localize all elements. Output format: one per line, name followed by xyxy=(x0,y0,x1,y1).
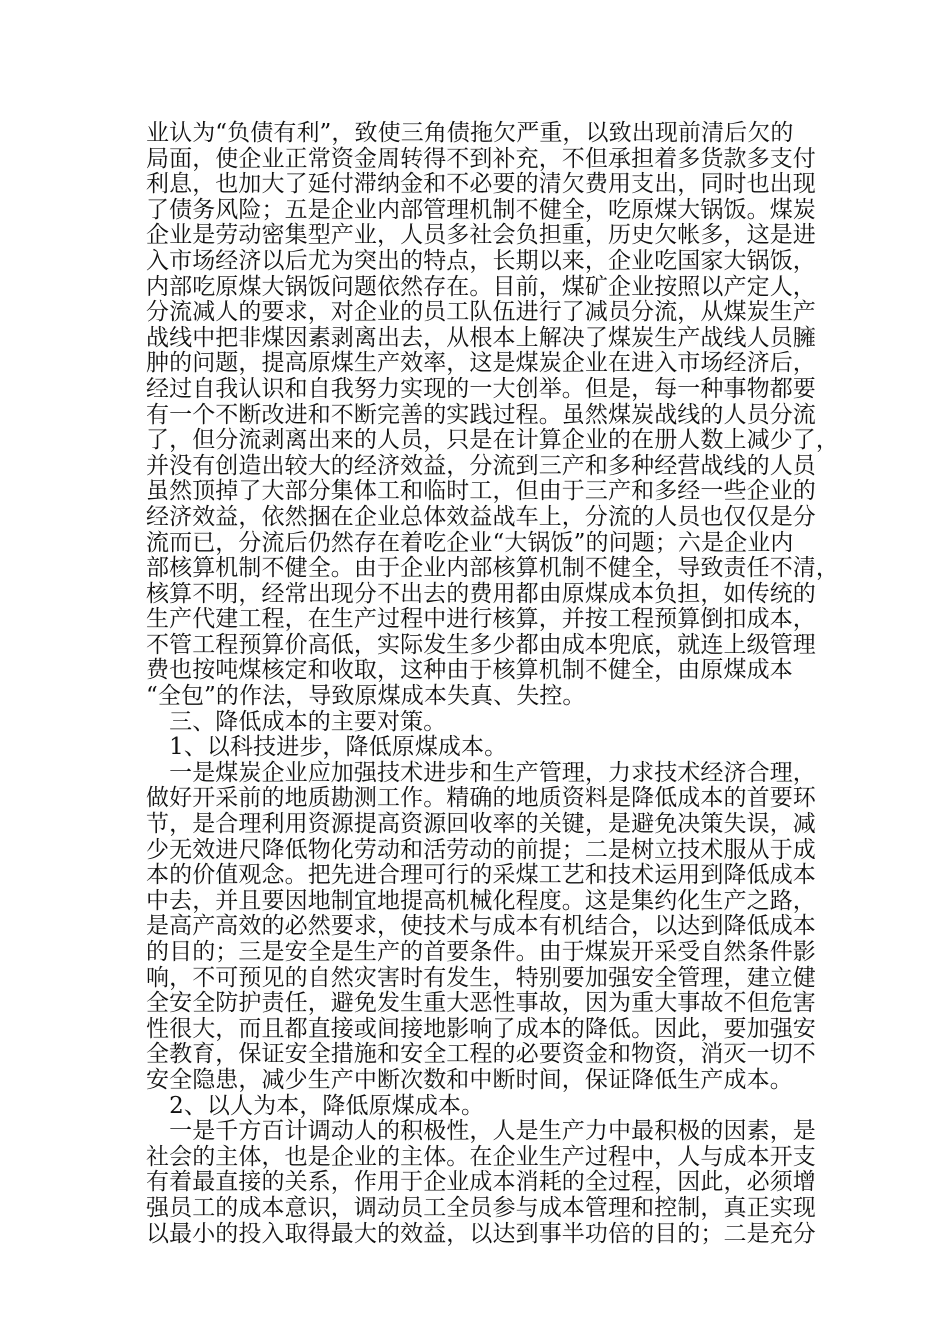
text-line: 少无效进尺降低物化劳动和活劳动的前提；二是树立技术服从于成 xyxy=(146,836,816,863)
text-line: 肿的问题，提高原煤生产效率，这是煤炭企业在进入市场经济后， xyxy=(146,350,816,377)
text-line: 以最小的投入取得最大的效益，以达到事半功倍的目的；二是充分 xyxy=(146,1220,816,1247)
text-line: 部核算机制不健全。由于企业内部核算机制不健全，导致责任不清， xyxy=(146,555,839,582)
text-line: 安全隐患，减少生产中断次数和中断时间，保证降低生产成本。 xyxy=(146,1066,793,1093)
text-line: 了债务风险；五是企业内部管理机制不健全，吃原煤大锅饭。煤炭 xyxy=(146,196,816,223)
text-line: 局面，使企业正常资金周转得不到补充，不但承担着多货款多支付 xyxy=(146,145,816,172)
text-line: 战线中把非煤因素剥离出去，从根本上解决了煤炭生产战线人员臃 xyxy=(146,324,816,351)
body-text xyxy=(146,120,839,1247)
text-line: 社会的主体，也是企业的主体。在企业生产过程中，人与成本开支 xyxy=(146,1143,816,1170)
text-line: 入市场经济以后尤为突出的特点，长期以来，企业吃国家大锅饭， xyxy=(146,247,816,274)
text-line: 业认为“负债有利”，致使三角债拖欠严重，以致出现前清后欠的 xyxy=(146,120,794,146)
subsection-heading: 1、以科技进步，降低原煤成本。 xyxy=(146,734,508,761)
text-line: 经过自我认识和自我努力实现的一大创举。但是，每一种事物都要 xyxy=(146,375,816,402)
text-line: 虽然顶掉了大部分集体工和临时工，但由于三产和多经一些企业的 xyxy=(146,478,816,505)
text-line: 企业是劳动密集型产业，人员多社会负担重，历史欠帐多，这是进 xyxy=(146,222,816,249)
text-line: 中去，并且要因地制宜地提高机械化程度。这是集约化生产之路， xyxy=(146,887,816,914)
text-line: 做好开采前的地质勘测工作。精确的地质资料是降低成本的首要环 xyxy=(146,785,816,812)
text-line: “全包”的作法，导致原煤成本失真、失控。 xyxy=(146,683,586,710)
text-line: 利息，也加大了延付滞纳金和不必要的清欠费用支出，同时也出现 xyxy=(146,171,816,198)
text-line: 内部吃原煤大锅饭问题依然存在。目前，煤矿企业按照以产定人， xyxy=(146,273,816,300)
text-line: 一是煤炭企业应加强技术进步和生产管理，力求技术经济合理， xyxy=(146,759,816,786)
text-line: 分流减人的要求，对企业的员工队伍进行了减员分流，从煤炭生产 xyxy=(146,299,816,326)
text-line: 经济效益，依然捆在企业总体效益战车上，分流的人员也仅仅是分 xyxy=(146,503,816,530)
text-line: 流而已，分流后仍然存在着吃企业“大锅饭”的问题；六是企业内 xyxy=(146,529,794,556)
text-line: 核算不明，经常出现分不出去的费用都由原煤成本负担，如传统的 xyxy=(146,580,816,607)
text-line: 全教育，保证安全措施和安全工程的必要资金和物资，消灭一切不 xyxy=(146,1041,816,1068)
text-line: 全安全防护责任，避免发生重大恶性事故，因为重大事故不但危害 xyxy=(146,990,816,1017)
text-line: 有着最直接的关系，作用于企业成本消耗的全过程，因此，必须增 xyxy=(146,1169,816,1196)
text-line: 不管工程预算价高低，实际发生多少都由成本兜底，就连上级管理 xyxy=(146,631,816,658)
subsection-heading: 2、以人为本，降低原煤成本。 xyxy=(146,1092,485,1119)
text-line: 有一个不断改进和不断完善的实践过程。虽然煤炭战线的人员分流 xyxy=(146,401,816,428)
text-line: 生产代建工程，在生产过程中进行核算，并按工程预算倒扣成本， xyxy=(146,606,816,633)
text-line: 一是千方百计调动人的积极性，人是生产力中最积极的因素，是 xyxy=(146,1118,816,1145)
text-line: 本的价值观念。把先进合理可行的采煤工艺和技术运用到降低成本 xyxy=(146,862,816,889)
text-line: 并没有创造出较大的经济效益，分流到三产和多种经营战线的人员 xyxy=(146,452,816,479)
text-line: 节，是合理利用资源提高资源回收率的关键，是避免决策失误，减 xyxy=(146,811,816,838)
section-heading: 三、降低成本的主要对策。 xyxy=(146,708,447,735)
text-line: 费也按吨煤核定和收取，这种由于核算机制不健全，由原煤成本 xyxy=(146,657,793,684)
text-line: 响，不可预见的自然灾害时有发生，特别要加强安全管理，建立健 xyxy=(146,964,816,991)
text-line: 的目的；三是安全是生产的首要条件。由于煤炭开采受自然条件影 xyxy=(146,939,816,965)
text-line: 了，但分流剥离出来的人员，只是在计算企业的在册人数上减少了， xyxy=(146,427,839,454)
text-line: 是高产高效的必然要求，使技术与成本有机结合，以达到降低成本 xyxy=(146,913,816,940)
text-line: 强员工的成本意识，调动员工全员参与成本管理和控制，真正实现 xyxy=(146,1194,816,1221)
text-line: 性很大，而且都直接或间接地影响了成本的降低。因此，要加强安 xyxy=(146,1015,816,1042)
